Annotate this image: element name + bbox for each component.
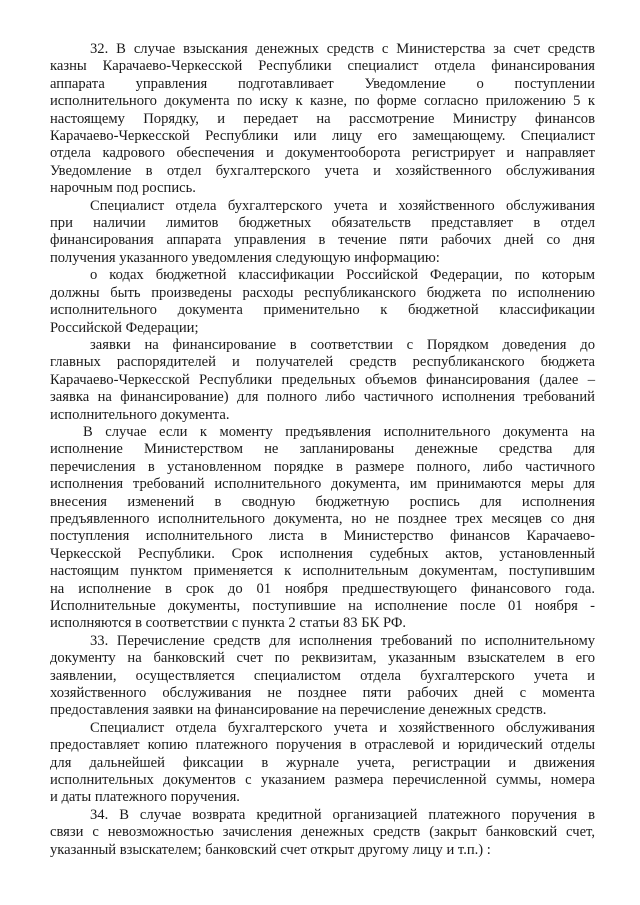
text-line: казны Карачаево-Черкесской Республики специалист отдела финансирования (50, 58, 595, 75)
text-line: аппарата управления подготавливает Уведомление о поступлении (50, 75, 595, 92)
text-line: главных распорядителей и получателей средств республиканского бюджета (50, 354, 595, 371)
text-line: должны быть произведены расходы республиканского бюджета по исполнению (50, 284, 595, 301)
text-line: исполнительного документа по иску к казне, по форме согласно приложению 5 к (50, 93, 595, 110)
text-line: Исполнительные документы, поступившие на исполнение после 01 ноября - (50, 598, 595, 614)
text-line: исполнительного документа применительно к бюджетной классификации (50, 302, 595, 319)
text-line: нарочным под роспись. (50, 180, 196, 197)
text-line: исполнительного документа. (50, 406, 230, 423)
text-line: указанный взыскателем; банковский счет открыт другому лицу и т.п.) : (50, 841, 491, 858)
text-line: Карачаево-Черкесской Республики предельных объемов финансирования (далее – (50, 371, 595, 388)
text-line: документу на банковский счет по реквизитам, указанным взыскателем в его (50, 650, 595, 667)
paragraph (50, 720, 595, 807)
text-line: предоставления заявки на финансирование на перечисление денежных средств. (50, 702, 547, 719)
text-line: Карачаево-Черкесской Республики или лицу его замещающему. Специалист (50, 128, 595, 145)
text-line: настоящему Порядку, и передает на рассмотрение Министру финансов (50, 110, 595, 127)
text-line: связи с невозможностью зачисления денежных средств (закрыт банковский счет, (50, 824, 595, 841)
text-line: 33. Перечисление средств для исполнения требований по исполнительному (90, 632, 595, 649)
paragraph (50, 424, 595, 633)
text-line: исполняются в соответствии с пункта 2 статьи 83 БК РФ. (50, 615, 407, 632)
paragraph (50, 198, 595, 268)
paragraph (50, 267, 595, 337)
text-line: получения указанного уведомления следующую информацию: (50, 249, 440, 266)
text-line: заявки на финансирование в соответствии с Порядком доведения до (90, 336, 595, 353)
text-line: 34. В случае возврата кредитной организацией платежного поручения в (90, 806, 595, 823)
paragraph (50, 41, 595, 198)
text-line: хозяйственного обслуживания не позднее пяти рабочих дней с момента (50, 685, 595, 702)
text-line: настоящим пунктом применяется к исполнительным документам, поступившим (50, 563, 595, 580)
text-line: Специалист отдела бухгалтерского учета и хозяйственного обслуживания (90, 197, 595, 214)
text-line: при наличии лимитов бюджетных обязательств представляет в отдел (50, 215, 595, 232)
text-line: Черкесской Республики. Срок исполнения судебных актов, установленный (50, 545, 595, 562)
text-line: на исполнение в срок до 01 ноября предшествующего финансового года. (50, 580, 595, 597)
text-line: Специалист отдела бухгалтерского учета и хозяйственного обслуживания (90, 719, 595, 736)
text-line: финансирования аппарата управления в течение пяти рабочих дней со дня (50, 232, 595, 249)
text-line: предоставляет копию платежного поручения в отраслевой и юридический отделы (50, 737, 595, 754)
paragraph (50, 633, 595, 720)
text-line: поступления исполнительного листа в Министерство финансов Карачаево- (50, 528, 595, 545)
text-line: исполнение Министерством не запланированы денежные средства для (50, 441, 595, 458)
text-line: и даты платежного поручения. (50, 789, 240, 806)
text-line: для дальнейшей фиксации в журнале учета, регистрации и движения (50, 754, 595, 771)
text-line: отдела кадрового обеспечения и документооборота регистрирует и направляет (50, 145, 595, 162)
text-line: перечисления в установленном порядке в размере полного, либо частичного (50, 458, 595, 475)
text-line: предъявленного исполнительного документа, но не позднее трех месяцев со дня (50, 510, 595, 527)
text-line: 32. В случае взыскания денежных средств с Министерства за счет средств (90, 41, 595, 57)
text-line: В случае если к моменту предъявления исполнительного документа на (83, 423, 595, 440)
text-line: Российской Федерации; (50, 319, 199, 336)
text-line: заявлении, осуществляется специалистом отдела бухгалтерского учета и (50, 667, 595, 684)
text-line: о кодах бюджетной классификации Российской Федерации, по которым (90, 267, 595, 284)
text-line: исполнения требований исполнительного документа, им принимаются меры для (50, 476, 595, 493)
text-line: Уведомление в отдел бухгалтерского учета и хозяйственного обслуживания (50, 162, 595, 179)
document-body (50, 41, 595, 859)
paragraph (50, 807, 595, 859)
text-line: заявка на финансирование) для полного либо частичного исполнения требований (50, 389, 595, 406)
text-line: исполнительных документов с указанием размера перечисленной суммы, номера (50, 772, 595, 789)
paragraph (50, 337, 595, 424)
text-line: внесения изменений в сводную бюджетную роспись для исполнения (50, 493, 595, 510)
